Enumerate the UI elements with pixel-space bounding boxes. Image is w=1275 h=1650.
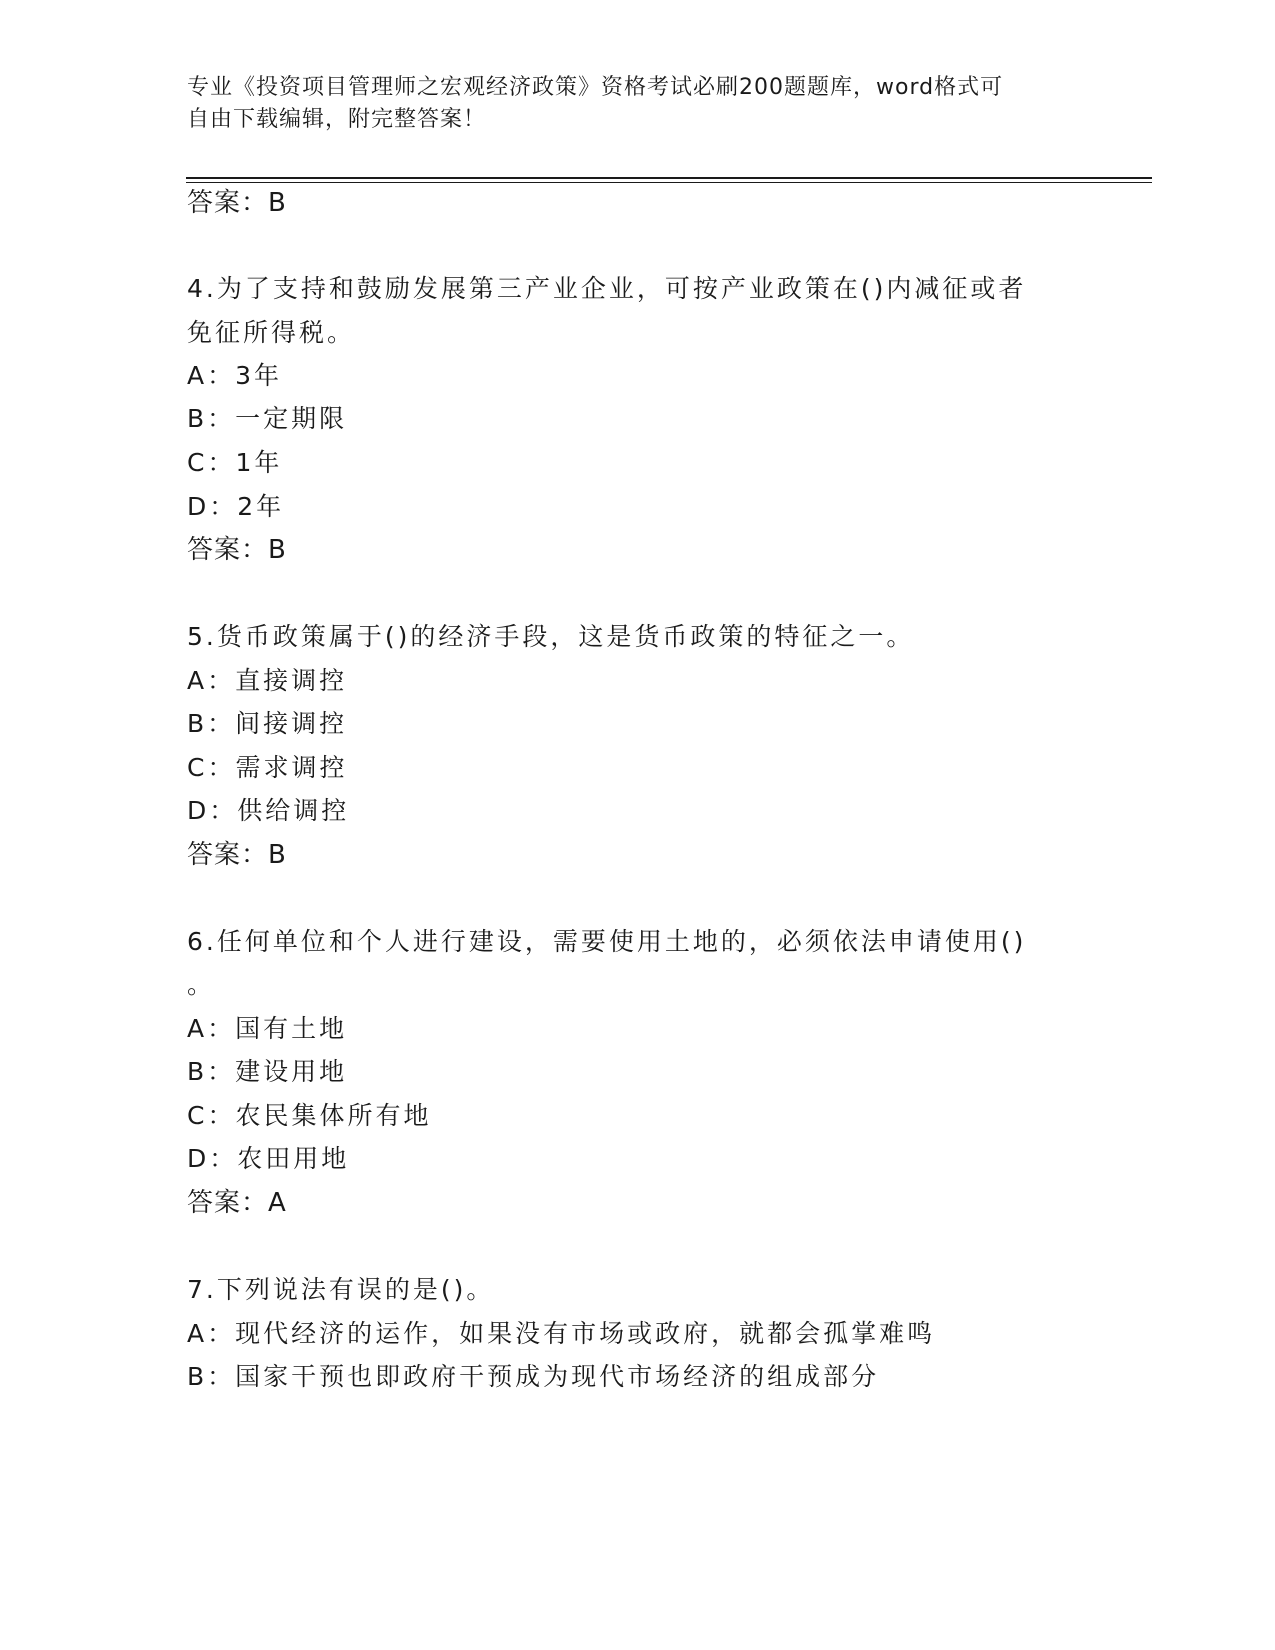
- question-7-option-b: B：国家干预也即政府干预成为现代市场经济的组成部分: [187, 1362, 880, 1391]
- question-4-answer: 答案：B: [187, 535, 287, 565]
- question-5-option-c: C：需求调控: [187, 753, 348, 782]
- question-4-option-b: B：一定期限: [187, 404, 348, 433]
- question-4-option-d: D：2年: [187, 492, 285, 521]
- question-7-stem-line-1: 7.下列说法有误的是()。: [187, 1275, 495, 1304]
- question-5-option-a: A：直接调控: [187, 666, 348, 695]
- document-header: [187, 72, 1067, 136]
- question-6-stem-line-1: 6.任何单位和个人进行建设，需要使用土地的，必须依法申请使用(): [187, 927, 1027, 956]
- question-7-option-a: A：现代经济的运作，如果没有市场或政府，就都会孤掌难鸣: [187, 1319, 936, 1348]
- question-6-answer: 答案：A: [187, 1188, 287, 1218]
- header-divider-thick: [186, 177, 1152, 179]
- previous-answer: 答案：B: [187, 188, 287, 218]
- question-4-option-c: C：1年: [187, 448, 283, 477]
- question-6-option-c: C：农民集体所有地: [187, 1101, 432, 1130]
- question-4-stem-line-1: 4.为了支持和鼓励发展第三产业企业，可按产业政策在()内减征或者: [187, 274, 1027, 303]
- header-line-2: 自由下载编辑，附完整答案！: [187, 107, 487, 132]
- header-divider-thin: [186, 182, 1152, 183]
- question-5-option-b: B：间接调控: [187, 709, 348, 738]
- question-6-stem-line-2: 。: [187, 970, 216, 999]
- question-5-option-d: D：供给调控: [187, 796, 350, 825]
- question-5-stem-line-1: 5.货币政策属于()的经济手段，这是货币政策的特征之一。: [187, 622, 915, 651]
- question-4-option-a: A：3年: [187, 361, 283, 390]
- question-6-option-a: A：国有土地: [187, 1014, 348, 1043]
- question-4-stem-line-2: 免征所得税。: [187, 318, 356, 347]
- header-line-1: 专业《投资项目管理师之宏观经济政策》资格考试必刷200题题库，word格式可: [187, 75, 1004, 100]
- question-5-answer: 答案：B: [187, 840, 287, 870]
- question-6-option-b: B：建设用地: [187, 1057, 348, 1086]
- question-6-option-d: D：农田用地: [187, 1144, 350, 1173]
